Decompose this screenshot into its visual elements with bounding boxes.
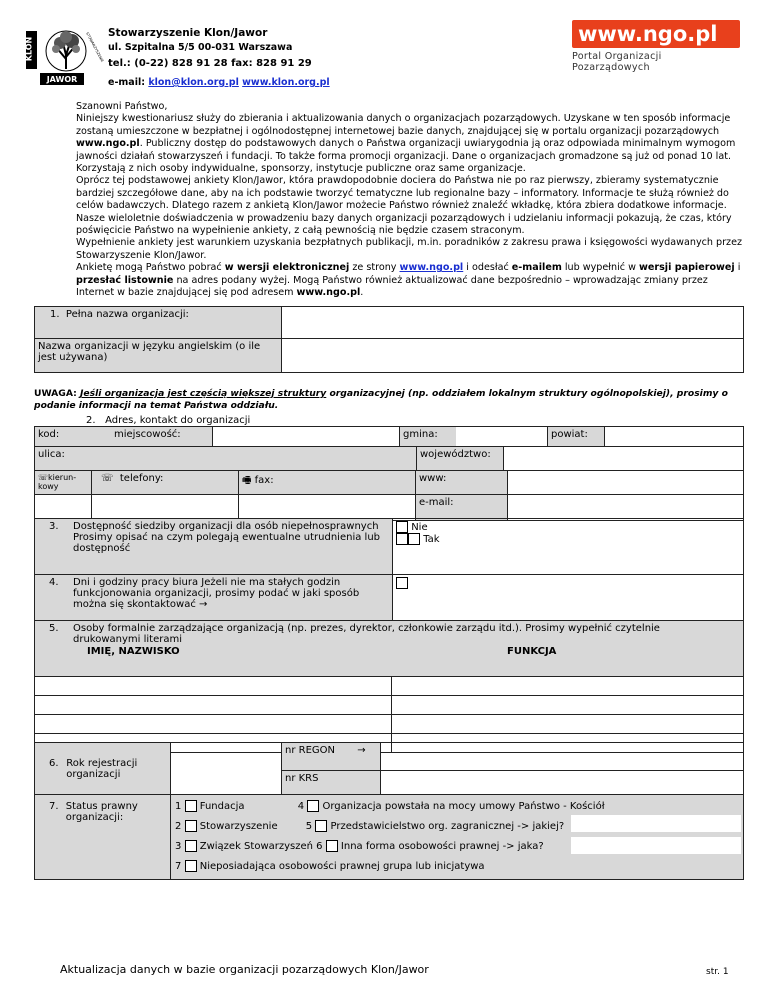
q4-label: Dni i godziny pracy biura Jeżeli nie ma stałych godzin funkcjonowania organizacji, prosimy podać w jaki sposób można się skontaktować → — [73, 577, 360, 610]
email-link[interactable]: klon@klon.org.pl — [148, 77, 239, 88]
org-contact — [108, 77, 330, 88]
board-role-field[interactable] — [392, 696, 744, 715]
wojewodztwo-label: województwo: — [417, 447, 504, 471]
org-name: Stowarzyszenie Klon/Jawor — [108, 27, 268, 39]
ngo-logo-text: www.ngo.pl — [572, 20, 740, 48]
foreign-org-field[interactable] — [571, 815, 741, 832]
fax-icon: 🖷 — [242, 475, 252, 486]
board-role-field[interactable] — [392, 715, 744, 734]
option-yes-label: Tak — [423, 534, 440, 545]
intro-letter — [76, 101, 746, 300]
ngo-link[interactable]: www.ngo.pl — [399, 262, 464, 274]
phone-icon: ☏ — [101, 473, 114, 484]
option-no-label: Nie — [411, 522, 428, 533]
powiat-label: powiat: — [548, 427, 605, 447]
area-code-field[interactable] — [35, 495, 92, 521]
fax-label: fax: — [254, 475, 274, 486]
office-hours-checkbox[interactable] — [396, 577, 408, 589]
krs-field[interactable] — [381, 771, 744, 795]
intro-paragraph-1: Niniejszy kwestionariusz służy do zbierania i aktualizowania danych o organizacjach pozarządowych. Uzyskane w ten sposób informacje zostaną umieszczone w bezpłatnej i ogólnodostępnej internetowej bazie danych, znajdującej się w portalu organizacji pozarządowych www.ngo.pl. Publiczny dostęp do podstawowych danych o Państwa organizacji uwiarygodnia ją oraz odpowiada minimalnym wymogom jawności działań stowarzyszeń i fundacji. To także forma promocji organizacji. Dane o organizacjach gromadzone są już od ponad 10 lat. Korzystają z nich osoby indywidualne, sponsorzy, instytucje publiczne oraz same organizacje. — [76, 113, 736, 175]
page-number: str. 1 — [706, 967, 729, 977]
kierunkowy-label: kierun-kowy — [38, 473, 77, 491]
col-name-header: IMIĘ, NAZWISKO — [87, 646, 180, 657]
board-name-field[interactable] — [35, 677, 392, 696]
board-role-field[interactable] — [392, 677, 744, 696]
board-table: 5. Osoby formalnie zarządzające organizacją (np. prezes, dyrektor, członkowie zarządu itd.). Prosimy wypełnić czytelnie drukowanymi literami IMIĘ, NAZWISKO FUNKCJA — [34, 620, 744, 753]
intro-paragraph-3: Wypełnienie ankiety jest warunkiem uzyskania bezpłatnych publikacji, m.in. poradników z zakresu prawa i księgowości wydawanych przez Stowarzyszenie Klon/Jawor. — [76, 237, 743, 261]
powiat-field[interactable] — [605, 427, 744, 447]
website-link[interactable]: www.klon.org.pl — [242, 77, 330, 88]
arrow-icon: → — [357, 745, 366, 756]
q1-label: Pełna nazwa organizacji: — [65, 309, 189, 320]
status-stowarzyszenie-checkbox[interactable] — [185, 820, 197, 832]
logo-jawor-text: JAWOR — [46, 75, 78, 84]
q3-label: Dostępność siedziby organizacji dla osób niepełnosprawnych Prosimy opisać na czym polegają ewentualne utrudnienia lub dostępność — [73, 521, 381, 554]
board-name-field[interactable] — [35, 696, 392, 715]
email-field-label: e-mail: — [416, 495, 508, 521]
org-english-name-field[interactable] — [282, 339, 744, 373]
ngo-portal-logo[interactable] — [572, 20, 740, 73]
gmina-label: gmina: — [400, 427, 457, 447]
q7-label: Status prawny organizacji: — [65, 801, 138, 823]
q1b-label: Nazwa organizacji w języku angielskim (o ile jest używana) — [35, 339, 282, 373]
q6-label: Rok rejestracji organizacji — [66, 757, 138, 780]
org-address: ul. Szpitalna 5/5 00-031 Warszawa — [108, 42, 293, 53]
status-other-checkbox[interactable] — [326, 840, 338, 852]
registration-year-field[interactable] — [171, 743, 282, 795]
kod-label: kod: — [35, 427, 112, 447]
q5-label: Osoby formalnie zarządzające organizacją (np. prezes, dyrektor, członkowie zarządu itd.). Prosimy wypełnić czytelnie drukowanymi literami — [73, 623, 660, 645]
fax-field[interactable] — [239, 495, 416, 521]
logo-ring-text: STOWARZYSZENIE — [85, 31, 105, 63]
gmina-field[interactable] — [456, 427, 548, 447]
status-informal-checkbox[interactable] — [185, 860, 197, 872]
status-zwiazek-checkbox[interactable] — [185, 840, 197, 852]
email-label: e-mail: — [108, 77, 146, 88]
notice: UWAGA: Jeśli organizacja jest częścią większej struktury organizacyjnej (np. oddziałem lokalnym struktury ogólnopolskiej), prosimy o podanie informacji na temat Państwa oddziału. — [34, 388, 728, 411]
greeting: Szanowni Państwo, — [76, 101, 168, 112]
status-church-checkbox[interactable] — [307, 800, 319, 812]
voivodeship-field[interactable] — [504, 447, 744, 471]
status-fundacja-checkbox[interactable] — [185, 800, 197, 812]
org-full-name-field[interactable] — [282, 307, 744, 339]
phone-field[interactable] — [92, 495, 239, 521]
telefony-label: telefony: — [119, 473, 164, 484]
www-field[interactable] — [508, 471, 744, 495]
q2-title: 2. Adres, kontakt do organizacji — [86, 415, 251, 426]
intro-paragraph-4: Ankietę mogą Państwo pobrać w wersji elektronicznej ze strony www.ngo.pl i odesłać e-mailem lub wypełnić w wersji papierowej i przesłać listownie na adres podany wyżej. Mogą Państwo również aktualizować dane bezpośrednio – wprowadzając zmiany przez Internet w bazie znajdującej się pod adresem www.ngo.pl. — [76, 262, 741, 299]
miejscowosc-label: miejscowość: — [111, 427, 213, 447]
accessibility-no-checkbox[interactable] — [396, 521, 408, 533]
footer-text: Aktualizacja danych w bazie organizacji pozarządowych Klon/Jawor — [60, 963, 429, 976]
board-name-field[interactable] — [35, 715, 392, 734]
email-field[interactable] — [508, 495, 744, 521]
other-form-field[interactable] — [571, 837, 741, 854]
phone-icon: ☏ — [38, 473, 49, 482]
city-field[interactable] — [213, 427, 400, 447]
accessibility-yes-checkbox[interactable] — [396, 533, 408, 545]
klon-jawor-logo — [26, 25, 106, 87]
status-foreign-checkbox[interactable] — [315, 820, 327, 832]
www-label: www: — [416, 471, 508, 495]
intro-paragraph-2: Oprócz tej podstawowej ankiety Klon/Jawor, która prawdopodobnie dociera do Państwa nie po raz pierwszy, zbieramy systematycznie bardziej szczegółowe dane, aby na ich podstawie tworzyć tematyczne lub regionalne bazy – informatory. Informacje te służą również do celów badawczych. Dlatego razem z ankietą Klon/Jawor możecie Państwo również znaleźć wkładkę, która zbiera dodatkowe informacje. Nasze wieloletnie doświadczenia w prowadzeniu bazy danych organizacji pozarządowych i udzielaniu informacji pokazują, że czas, który poświęcicie Państwo na wypełnienie ankiety, z całą pewnością nie będzie czasem straconym. — [76, 175, 732, 237]
regon-label: nr REGON — [285, 745, 335, 756]
krs-label: nr KRS — [282, 771, 381, 795]
col-role-header: FUNKCJA — [507, 646, 557, 657]
org-phone: tel.: (0-22) 828 91 28 fax: 828 91 29 — [108, 58, 312, 69]
address-table — [34, 426, 744, 447]
ulica-label: ulica: — [35, 447, 417, 471]
q1-table: 1. Pełna nazwa organizacji: Nazwa organizacji w języku angielskim (o ile jest używana) — [34, 306, 744, 373]
regon-field[interactable] — [381, 743, 744, 771]
logo-klon-text: KLON — [24, 36, 34, 62]
ngo-logo-subtitle: Portal Organizacji Pozarządowych — [572, 51, 662, 73]
